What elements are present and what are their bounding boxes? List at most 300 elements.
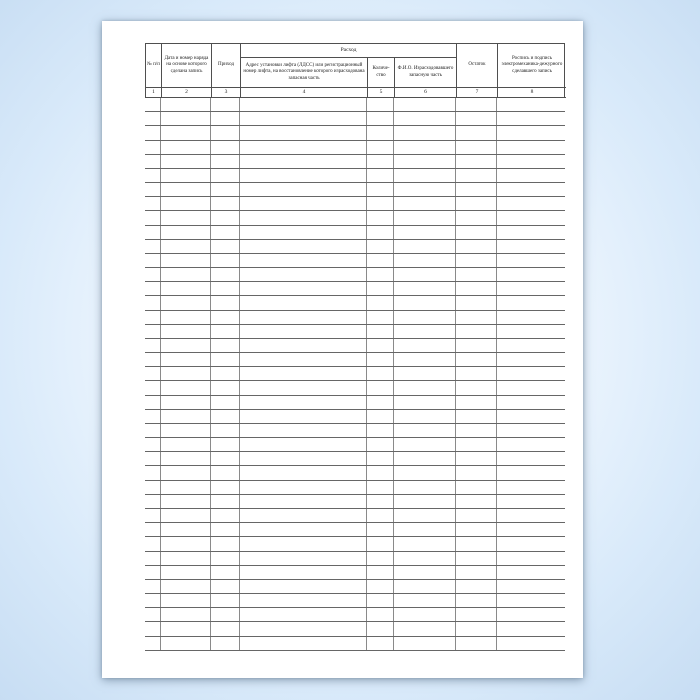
column-number-4: 4: [241, 88, 368, 98]
body-cell: [367, 396, 394, 409]
body-cell: [145, 240, 161, 253]
body-cell: [145, 495, 161, 508]
body-row: [145, 282, 565, 296]
body-cell: [456, 254, 497, 267]
body-row: [145, 98, 565, 112]
body-cell: [211, 240, 240, 253]
body-cell: [211, 296, 240, 309]
body-row: [145, 552, 565, 566]
body-cell: [367, 296, 394, 309]
body-cell: [456, 594, 497, 607]
body-cell: [456, 410, 497, 423]
body-cell: [145, 311, 161, 324]
body-cell: [240, 580, 367, 593]
body-cell: [497, 566, 565, 579]
body-cell: [497, 495, 565, 508]
body-cell: [211, 495, 240, 508]
body-cell: [367, 438, 394, 451]
body-row: [145, 580, 565, 594]
body-row: [145, 268, 565, 282]
body-row: [145, 466, 565, 480]
body-cell: [211, 112, 240, 125]
body-cell: [161, 580, 211, 593]
body-row: [145, 126, 565, 140]
body-cell: [456, 126, 497, 139]
body-cell: [240, 226, 367, 239]
body-cell: [145, 98, 161, 111]
body-cell: [394, 325, 456, 338]
body-cell: [394, 622, 456, 635]
body-cell: [497, 424, 565, 437]
body-cell: [497, 226, 565, 239]
group-header-expense: Расход: [241, 44, 457, 58]
body-cell: [161, 622, 211, 635]
body-cell: [161, 296, 211, 309]
body-row: [145, 254, 565, 268]
body-row: [145, 325, 565, 339]
body-cell: [240, 141, 367, 154]
body-cell: [456, 367, 497, 380]
body-cell: [240, 112, 367, 125]
body-cell: [145, 466, 161, 479]
body-cell: [145, 637, 161, 650]
body-cell: [240, 325, 367, 338]
body-cell: [211, 268, 240, 281]
body-cell: [456, 637, 497, 650]
body-row: [145, 169, 565, 183]
body-cell: [145, 481, 161, 494]
body-row: [145, 566, 565, 580]
body-cell: [394, 155, 456, 168]
body-cell: [456, 353, 497, 366]
body-cell: [240, 169, 367, 182]
body-cell: [211, 211, 240, 224]
body-cell: [497, 112, 565, 125]
body-cell: [456, 155, 497, 168]
column-number-6: 6: [395, 88, 457, 98]
body-cell: [497, 410, 565, 423]
body-cell: [211, 466, 240, 479]
body-cell: [211, 282, 240, 295]
body-row: [145, 211, 565, 225]
body-cell: [145, 353, 161, 366]
body-cell: [456, 537, 497, 550]
body-cell: [367, 580, 394, 593]
body-cell: [240, 98, 367, 111]
body-cell: [211, 169, 240, 182]
body-cell: [367, 424, 394, 437]
column-header-lift-address: Адрес установки лифта (ЛДСС) или регистрационный номер лифта, на восстановление которого израсходована запасная часть: [241, 58, 368, 88]
body-cell: [456, 622, 497, 635]
body-cell: [497, 268, 565, 281]
body-row: [145, 594, 565, 608]
body-cell: [394, 197, 456, 210]
body-cell: [161, 552, 211, 565]
body-cell: [497, 523, 565, 536]
body-cell: [394, 637, 456, 650]
body-cell: [240, 296, 367, 309]
body-cell: [456, 495, 497, 508]
body-cell: [497, 296, 565, 309]
body-cell: [497, 126, 565, 139]
body-cell: [367, 339, 394, 352]
body-cell: [145, 296, 161, 309]
body-cell: [145, 226, 161, 239]
body-cell: [456, 226, 497, 239]
body-cell: [211, 622, 240, 635]
body-cell: [161, 566, 211, 579]
body-cell: [240, 183, 367, 196]
body-cell: [367, 126, 394, 139]
body-cell: [497, 381, 565, 394]
body-cell: [145, 523, 161, 536]
body-cell: [497, 594, 565, 607]
body-cell: [145, 566, 161, 579]
body-cell: [367, 311, 394, 324]
body-cell: [497, 254, 565, 267]
body-cell: [211, 481, 240, 494]
body-cell: [145, 622, 161, 635]
body-cell: [145, 424, 161, 437]
body-cell: [211, 410, 240, 423]
body-cell: [240, 126, 367, 139]
body-cell: [456, 339, 497, 352]
body-cell: [145, 552, 161, 565]
body-cell: [240, 197, 367, 210]
column-header-order-date-number: Дата и номер наряда на основе которого сделана запись: [162, 44, 212, 88]
body-cell: [211, 98, 240, 111]
body-cell: [456, 183, 497, 196]
body-cell: [394, 268, 456, 281]
body-row: [145, 396, 565, 410]
body-cell: [456, 509, 497, 522]
body-cell: [367, 282, 394, 295]
body-cell: [456, 466, 497, 479]
column-header-income: Приход: [212, 44, 241, 88]
body-cell: [145, 367, 161, 380]
body-cell: [145, 126, 161, 139]
body-cell: [161, 169, 211, 182]
body-cell: [240, 509, 367, 522]
body-cell: [367, 552, 394, 565]
body-row: [145, 495, 565, 509]
body-cell: [145, 580, 161, 593]
body-cell: [211, 325, 240, 338]
body-cell: [394, 339, 456, 352]
body-cell: [367, 268, 394, 281]
body-cell: [456, 608, 497, 621]
body-row: [145, 424, 565, 438]
body-cell: [240, 282, 367, 295]
body-cell: [497, 367, 565, 380]
body-cell: [367, 566, 394, 579]
body-cell: [240, 339, 367, 352]
body-cell: [145, 112, 161, 125]
body-cell: [394, 552, 456, 565]
body-cell: [161, 183, 211, 196]
body-row: [145, 438, 565, 452]
body-cell: [456, 580, 497, 593]
column-number-8: 8: [498, 88, 566, 98]
body-cell: [240, 537, 367, 550]
body-cell: [394, 481, 456, 494]
body-cell: [497, 608, 565, 621]
body-cell: [367, 367, 394, 380]
body-cell: [456, 282, 497, 295]
body-cell: [240, 155, 367, 168]
column-number-3: 3: [212, 88, 241, 98]
body-cell: [145, 410, 161, 423]
body-cell: [456, 566, 497, 579]
body-cell: [456, 197, 497, 210]
body-cell: [161, 466, 211, 479]
body-cell: [161, 637, 211, 650]
body-cell: [211, 141, 240, 154]
body-cell: [161, 211, 211, 224]
body-cell: [211, 197, 240, 210]
body-cell: [394, 381, 456, 394]
body-cell: [497, 396, 565, 409]
body-cell: [211, 353, 240, 366]
body-cell: [456, 141, 497, 154]
body-row: [145, 240, 565, 254]
body-cell: [145, 537, 161, 550]
body-cell: [145, 594, 161, 607]
body-row: [145, 367, 565, 381]
body-cell: [367, 325, 394, 338]
body-cell: [394, 126, 456, 139]
body-cell: [367, 608, 394, 621]
body-cell: [240, 254, 367, 267]
body-cell: [367, 452, 394, 465]
body-cell: [145, 282, 161, 295]
body-cell: [497, 197, 565, 210]
body-cell: [145, 254, 161, 267]
body-cell: [367, 141, 394, 154]
body-cell: [161, 112, 211, 125]
body-cell: [497, 637, 565, 650]
body-cell: [456, 438, 497, 451]
body-cell: [161, 141, 211, 154]
column-header-person-name: Ф.И.О. Израсходовавшего запасную часть: [395, 58, 457, 88]
body-cell: [240, 566, 367, 579]
body-cell: [240, 523, 367, 536]
body-cell: [161, 381, 211, 394]
body-row: [145, 141, 565, 155]
body-cell: [394, 608, 456, 621]
body-cell: [161, 396, 211, 409]
body-cell: [394, 537, 456, 550]
table-header: [145, 43, 565, 98]
body-cell: [161, 268, 211, 281]
body-cell: [211, 594, 240, 607]
body-cell: [145, 381, 161, 394]
body-cell: [161, 495, 211, 508]
body-cell: [394, 509, 456, 522]
body-cell: [497, 353, 565, 366]
body-cell: [211, 552, 240, 565]
body-cell: [145, 325, 161, 338]
body-cell: [394, 112, 456, 125]
body-cell: [394, 367, 456, 380]
body-cell: [394, 98, 456, 111]
body-cell: [456, 98, 497, 111]
body-cell: [211, 537, 240, 550]
body-cell: [497, 282, 565, 295]
body-cell: [367, 466, 394, 479]
body-cell: [497, 325, 565, 338]
body-row: [145, 311, 565, 325]
body-cell: [394, 523, 456, 536]
body-cell: [367, 197, 394, 210]
body-cell: [161, 367, 211, 380]
body-cell: [211, 523, 240, 536]
body-row: [145, 537, 565, 551]
body-cell: [240, 211, 367, 224]
body-cell: [456, 381, 497, 394]
body-cell: [497, 509, 565, 522]
body-cell: [497, 466, 565, 479]
column-number-1: 1: [146, 88, 162, 98]
body-cell: [145, 155, 161, 168]
body-cell: [394, 240, 456, 253]
body-row: [145, 481, 565, 495]
body-cell: [161, 481, 211, 494]
body-cell: [497, 537, 565, 550]
body-cell: [367, 98, 394, 111]
body-row: [145, 637, 565, 651]
body-cell: [456, 112, 497, 125]
body-cell: [394, 211, 456, 224]
body-cell: [394, 466, 456, 479]
body-cell: [240, 381, 367, 394]
body-cell: [456, 268, 497, 281]
body-cell: [211, 311, 240, 324]
body-cell: [497, 452, 565, 465]
body-row: [145, 226, 565, 240]
document-page: [102, 21, 583, 678]
body-cell: [161, 98, 211, 111]
body-cell: [161, 608, 211, 621]
body-cell: [240, 481, 367, 494]
body-cell: [145, 268, 161, 281]
column-header-signature: Роспись и подпись электромеханика-дежурного сделавшего запись: [498, 44, 566, 88]
body-cell: [240, 438, 367, 451]
body-cell: [145, 169, 161, 182]
column-header-quantity: Количе-ство: [368, 58, 395, 88]
body-cell: [456, 240, 497, 253]
body-cell: [240, 353, 367, 366]
body-cell: [394, 438, 456, 451]
body-cell: [211, 126, 240, 139]
body-cell: [497, 622, 565, 635]
body-cell: [367, 240, 394, 253]
body-row: [145, 381, 565, 395]
body-cell: [240, 552, 367, 565]
body-cell: [497, 98, 565, 111]
body-cell: [394, 566, 456, 579]
body-cell: [456, 552, 497, 565]
body-cell: [367, 594, 394, 607]
body-cell: [161, 537, 211, 550]
body-cell: [161, 197, 211, 210]
body-cell: [161, 424, 211, 437]
column-number-7: 7: [457, 88, 498, 98]
body-cell: [394, 580, 456, 593]
body-cell: [367, 523, 394, 536]
body-cell: [240, 240, 367, 253]
body-cell: [240, 466, 367, 479]
body-cell: [367, 169, 394, 182]
body-cell: [211, 637, 240, 650]
body-cell: [211, 509, 240, 522]
body-row: [145, 197, 565, 211]
body-cell: [394, 183, 456, 196]
body-cell: [456, 452, 497, 465]
body-cell: [240, 594, 367, 607]
body-cell: [211, 226, 240, 239]
body-cell: [145, 141, 161, 154]
body-cell: [497, 169, 565, 182]
body-cell: [161, 311, 211, 324]
body-cell: [367, 537, 394, 550]
column-header-row-number: № п/п: [146, 44, 162, 88]
body-row: [145, 155, 565, 169]
body-cell: [456, 311, 497, 324]
body-cell: [161, 254, 211, 267]
body-row: [145, 296, 565, 310]
body-cell: [367, 495, 394, 508]
body-cell: [394, 424, 456, 437]
body-cell: [161, 155, 211, 168]
body-cell: [497, 311, 565, 324]
column-header-remainder: Остаток: [457, 44, 498, 88]
body-cell: [161, 353, 211, 366]
body-row: [145, 509, 565, 523]
body-cell: [394, 254, 456, 267]
body-cell: [145, 197, 161, 210]
body-cell: [367, 211, 394, 224]
body-row: [145, 183, 565, 197]
body-cell: [367, 637, 394, 650]
body-cell: [211, 608, 240, 621]
body-cell: [161, 452, 211, 465]
body-cell: [497, 211, 565, 224]
body-cell: [497, 155, 565, 168]
body-cell: [240, 608, 367, 621]
body-cell: [211, 438, 240, 451]
body-cell: [161, 339, 211, 352]
body-cell: [456, 424, 497, 437]
body-cell: [145, 211, 161, 224]
body-cell: [240, 424, 367, 437]
body-cell: [497, 339, 565, 352]
body-cell: [497, 552, 565, 565]
body-cell: [211, 367, 240, 380]
column-number-2: 2: [162, 88, 212, 98]
body-cell: [367, 481, 394, 494]
body-cell: [161, 523, 211, 536]
body-cell: [367, 183, 394, 196]
body-row: [145, 452, 565, 466]
body-cell: [367, 622, 394, 635]
body-cell: [145, 509, 161, 522]
body-row: [145, 353, 565, 367]
body-cell: [145, 452, 161, 465]
body-cell: [161, 282, 211, 295]
body-cell: [145, 438, 161, 451]
body-cell: [456, 169, 497, 182]
